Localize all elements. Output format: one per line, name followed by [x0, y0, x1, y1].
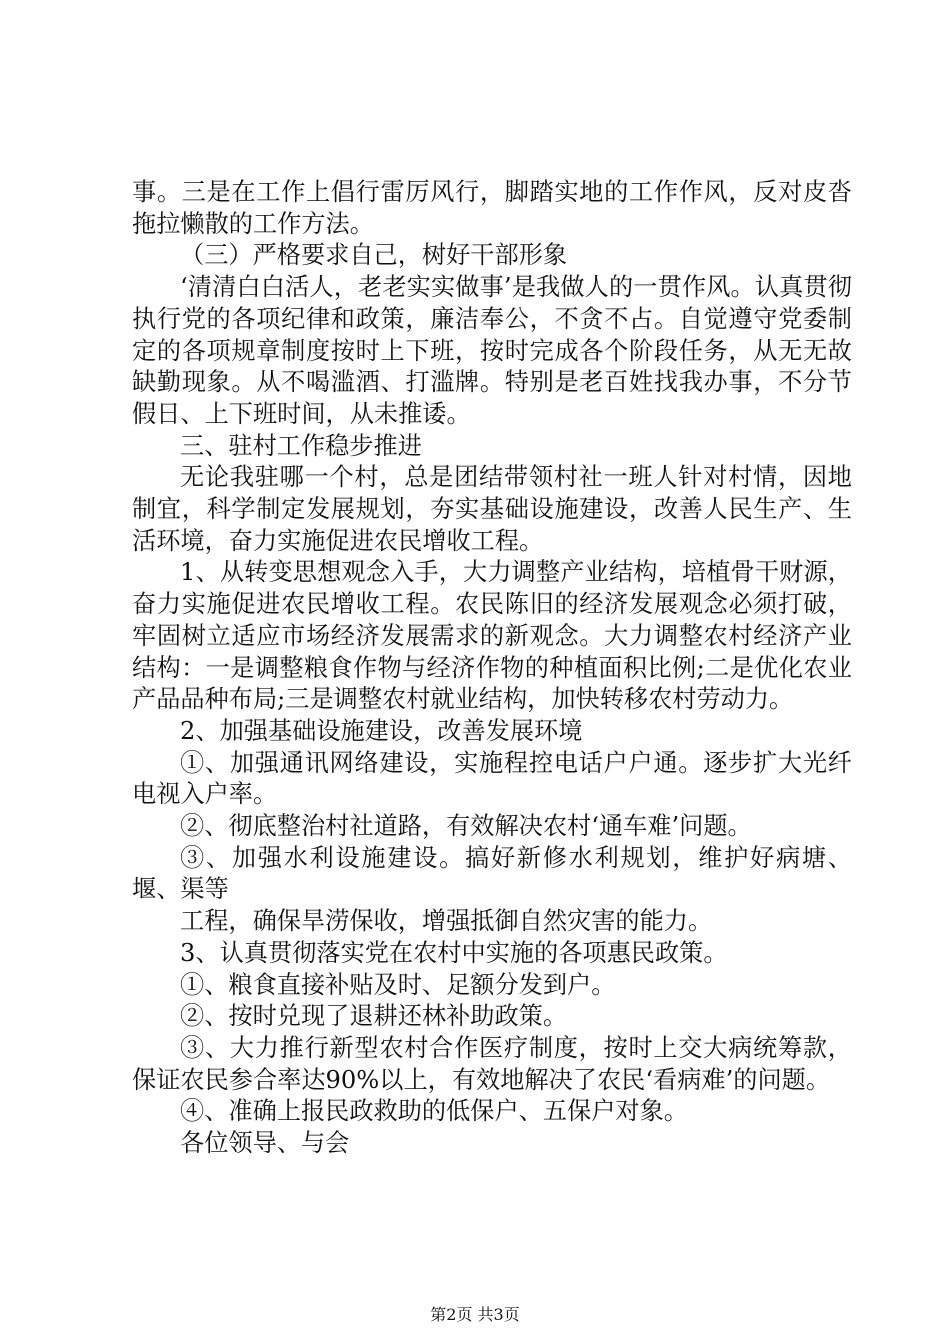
list-item: ①、粮食直接补贴及时、足额分发到户。 [180, 970, 616, 999]
document-body [132, 177, 852, 1160]
subsection-heading: 3、认真贯彻落实党在农村中实施的各项惠民政策。 [180, 938, 728, 967]
paragraph: 无论我驻哪一个村，总是团结带领村社一班人针对村情，因地制宜，科学制定发展规划，夯实基础设施建设，改善人民生产、生活环境，奋力实施促进农民增收工程。 [132, 463, 852, 555]
subsection-heading: 2、加强基础设施建设，改善发展环境 [180, 716, 583, 745]
page-number: 第2页 共3页 [430, 1305, 520, 1324]
list-item: ③、加强水利设施建设。搞好新修水利规划，维护好病塘、堰、渠等 [132, 843, 852, 904]
paragraph: ‘清清白白活人，老老实实做事’是我做人的一贯作风。认真贯彻执行党的各项纪律和政策，廉洁奉公，不贪不占。自觉遵守党委制定的各项规章制度按时上下班，按时完成各个阶段任务，从无无故缺勤现象。从不喝滥酒、打滥牌。特别是老百姓找我办事，不分节假日、上下班时间，从未推诿。 [132, 273, 852, 428]
page-footer [0, 1302, 950, 1325]
paragraph: 1、从转变思想观念入手，大力调整产业结构，培植骨干财源，奋力实施促进农民增收工程。农民陈旧的经济发展观念必须打破，牢固树立适应市场经济发展需求的新观念。大力调整农村经济产业结构：一是调整粮食作物与经济作物的种植面积比例;二是优化农业产品品种布局;三是调整农村就业结构，加快转移农村劳动力。 [132, 558, 852, 714]
paragraph: 工程，确保旱涝保收，增强抵御自然灾害的能力。 [180, 907, 713, 936]
section-heading: （三）严格要求自己，树好干部形象 [180, 241, 568, 270]
paragraph: 事。三是在工作上倡行雷厉风行，脚踏实地的工作作风，反对皮沓拖拉懒散的工作方法。 [132, 178, 852, 238]
list-item: ①、加强通讯网络建设，实施程控电话户户通。逐步扩大光纤电视入户率。 [132, 748, 852, 809]
paragraph: 各位领导、与会 [180, 1129, 350, 1158]
section-heading: 三、驻村工作稳步推进 [180, 431, 422, 460]
list-item: ③、大力推行新型农村合作医疗制度，按时上交大病统筹款，保证农民参合率达90%以上，有效地解决了农民‘看病难’的问题。 [132, 1033, 852, 1094]
list-item: ②、按时兑现了退耕还林补助政策。 [180, 1002, 568, 1031]
list-item: ②、彻底整治村社道路，有效解决农村‘通车难’问题。 [180, 812, 752, 841]
list-item: ④、准确上报民政救助的低保户、五保户对象。 [180, 1097, 688, 1126]
